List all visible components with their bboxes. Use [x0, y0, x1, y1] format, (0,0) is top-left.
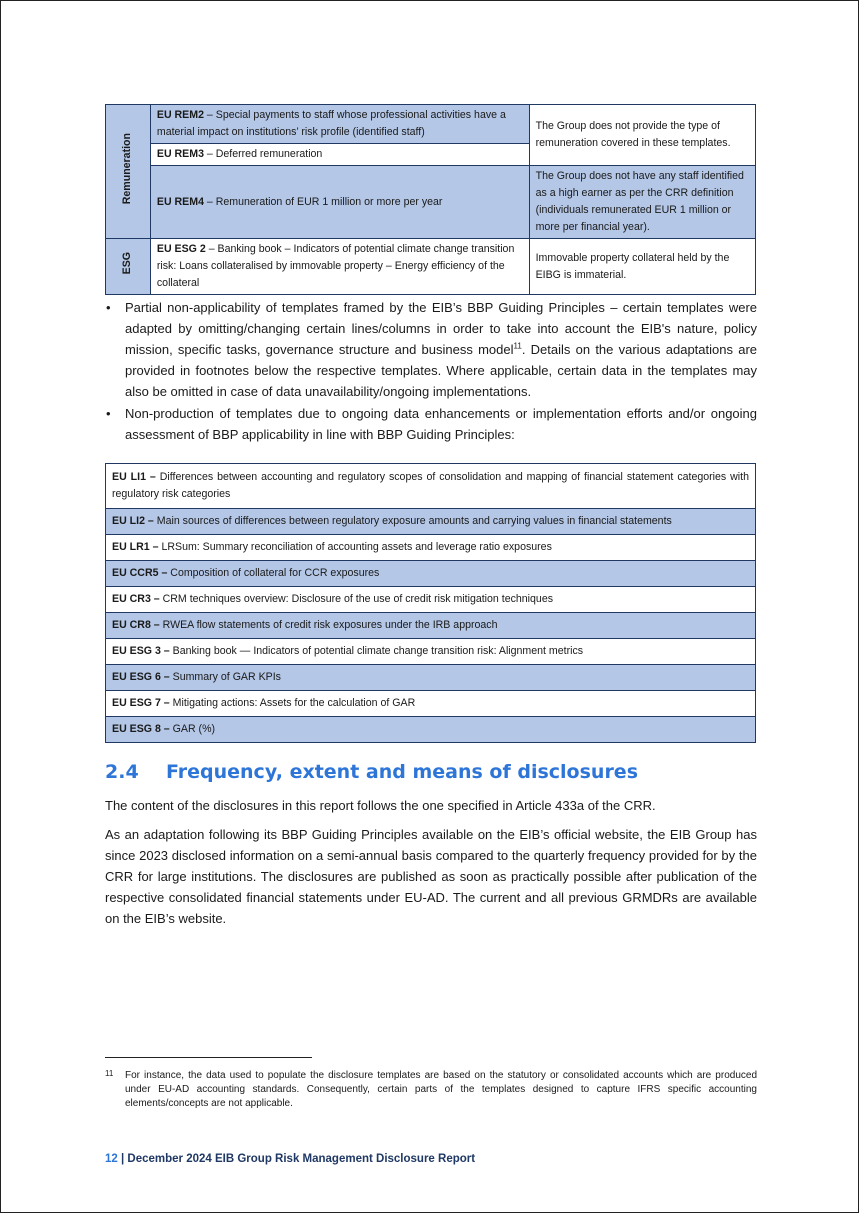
table-row	[106, 464, 756, 509]
footnote	[105, 1069, 757, 1111]
template-desc: Banking book — Indicators of potential climate change transition risk: Alignment metrics	[169, 645, 584, 657]
bullet-dot: •	[106, 406, 111, 421]
table-row	[106, 561, 756, 587]
template-desc: – Deferred remuneration	[203, 148, 323, 160]
footnote-divider	[105, 1057, 312, 1058]
group-label-cell	[106, 239, 151, 295]
template-desc: GAR (%)	[169, 723, 216, 735]
template-code: EU LI1 –	[112, 471, 156, 483]
template-desc: – Remuneration of EUR 1 million or more per year	[203, 195, 443, 208]
bullet-text: Non-production of templates due to ongoing data enhancements or implementation efforts and/or ongoing assessment of BBP applicability in line with BBP Guiding Principles:	[125, 406, 757, 442]
template-code: EU CR3 –	[112, 593, 160, 605]
table-row	[106, 691, 756, 717]
reason-cell	[529, 166, 755, 239]
reason-text: The Group does not provide the type of remuneration covered in these templates.	[535, 120, 731, 149]
template-cell	[150, 144, 529, 166]
reason-cell	[529, 239, 755, 295]
table-row	[106, 639, 756, 665]
footnote-ref-link[interactable]: 11	[513, 341, 522, 351]
template-desc: Mitigating actions: Assets for the calculation of GAR	[169, 697, 416, 709]
template-code: EU ESG 2	[156, 243, 206, 255]
template-cell	[150, 166, 529, 239]
page-number: 12	[105, 1153, 118, 1165]
template-desc: Composition of collateral for CCR exposures	[167, 567, 380, 579]
group-label-cell	[106, 105, 151, 239]
template-code: EU REM2	[156, 109, 204, 121]
paragraph: As an adaptation following its BBP Guiding Principles available on the EIB’s official website, the EIB Group has since 2023 disclosed information on a semi-annual basis compared to the quarterly frequency provided for by the CRR for large institutions. The disclosures are published as soon as practically possible after publication of the respective consolidated financial statements under EU-AD. The current and all previous GRMDRs are available on the EIB’s website.	[105, 827, 757, 926]
table-row	[106, 665, 756, 691]
template-cell	[150, 105, 529, 144]
template-code: EU LI2 –	[112, 515, 154, 527]
bullet-text: Partial non-applicability of templates framed by the EIB’s BBP Guiding Principles – certain templates were adapted by omitting/changing certain lines/columns in order to take into account the EIB's nature, policy mission, specific tasks, governance structure and business model	[125, 300, 757, 357]
table-row	[106, 535, 756, 561]
template-desc: – Special payments to staff whose professional activities have a material impact on institutions’ risk profile (identified staff)	[156, 109, 506, 138]
template-desc: Summary of GAR KPIs	[169, 671, 281, 683]
bullet-dot: •	[106, 300, 111, 315]
bullet-text-rest: . Details on the various adaptations are provided in footnotes below the respective templates. Where applicable, certain data in the templates may also be omitted in case of data unavailability/ongoing implementations.	[125, 342, 758, 399]
footnote-text: For instance, the data used to populate the disclosure templates are based on the statutory or consolidated accounts which are produced under EU-AD accounting standards. Consequently, certain parts of the templates designed to capture IFRS specific accounting elements/concepts are not applicable.	[125, 1070, 757, 1109]
bullet-list	[105, 297, 757, 446]
footer-title: December 2024 EIB Group Risk Management Disclosure Report	[127, 1153, 476, 1165]
template-code: EU REM3	[156, 148, 204, 160]
template-code: EU CR8 –	[112, 619, 160, 631]
template-desc: RWEA flow statements of credit risk exposures under the IRB approach	[159, 619, 498, 631]
table-row	[106, 717, 756, 743]
template-desc: Differences between accounting and regulatory scopes of consolidation and mapping of financial statement categories with regulatory risk categories	[112, 471, 749, 500]
template-cell	[150, 239, 529, 295]
template-code: EU LR1 –	[112, 541, 159, 553]
group-label-esg: ESG	[121, 252, 134, 275]
non-produced-templates-table	[105, 463, 756, 743]
group-label-remuneration: Remuneration	[121, 132, 134, 205]
template-desc: – Banking book – Indicators of potential climate change transition risk: Loans collateralised by immovable property – Energy efficiency of the collateral	[156, 243, 515, 289]
footnote-number: 11	[105, 1069, 114, 1078]
template-desc: CRM techniques overview: Disclosure of the use of credit risk mitigation techniques	[159, 593, 554, 605]
page-footer	[105, 1153, 475, 1165]
section-title: Frequency, extent and means of disclosures	[166, 761, 639, 783]
template-code: EU ESG 3 –	[112, 645, 170, 657]
template-code: EU CCR5 –	[112, 567, 168, 579]
bullet-item	[105, 297, 757, 402]
template-code: EU ESG 7 –	[112, 697, 170, 709]
bullet-item	[105, 403, 757, 445]
reason-text: The Group does not have any staff identified as a high earner as per the CRR definition (individuals remunerated EUR 1 million or more per financial year).	[535, 170, 744, 233]
template-code: EU ESG 8 –	[112, 723, 170, 735]
reason-text: Immovable property collateral held by the EIBG is immaterial.	[535, 251, 730, 281]
non-applicable-templates-table	[105, 104, 756, 295]
table-row	[106, 613, 756, 639]
template-code: EU REM4	[156, 195, 204, 208]
paragraph: The content of the disclosures in this report follows the one specified in Article 433a of the CRR.	[105, 798, 656, 813]
template-desc: Main sources of differences between regulatory exposure amounts and carrying values in financial statements	[153, 515, 672, 527]
table-row	[106, 509, 756, 535]
template-code: EU ESG 6 –	[112, 671, 170, 683]
section-number: 2.4	[105, 761, 139, 783]
template-desc: LRSum: Summary reconciliation of accounting assets and leverage ratio exposures	[158, 541, 552, 553]
section-heading	[105, 761, 638, 783]
table-row	[106, 587, 756, 613]
footer-separator: |	[117, 1153, 128, 1165]
reason-cell	[529, 105, 755, 166]
